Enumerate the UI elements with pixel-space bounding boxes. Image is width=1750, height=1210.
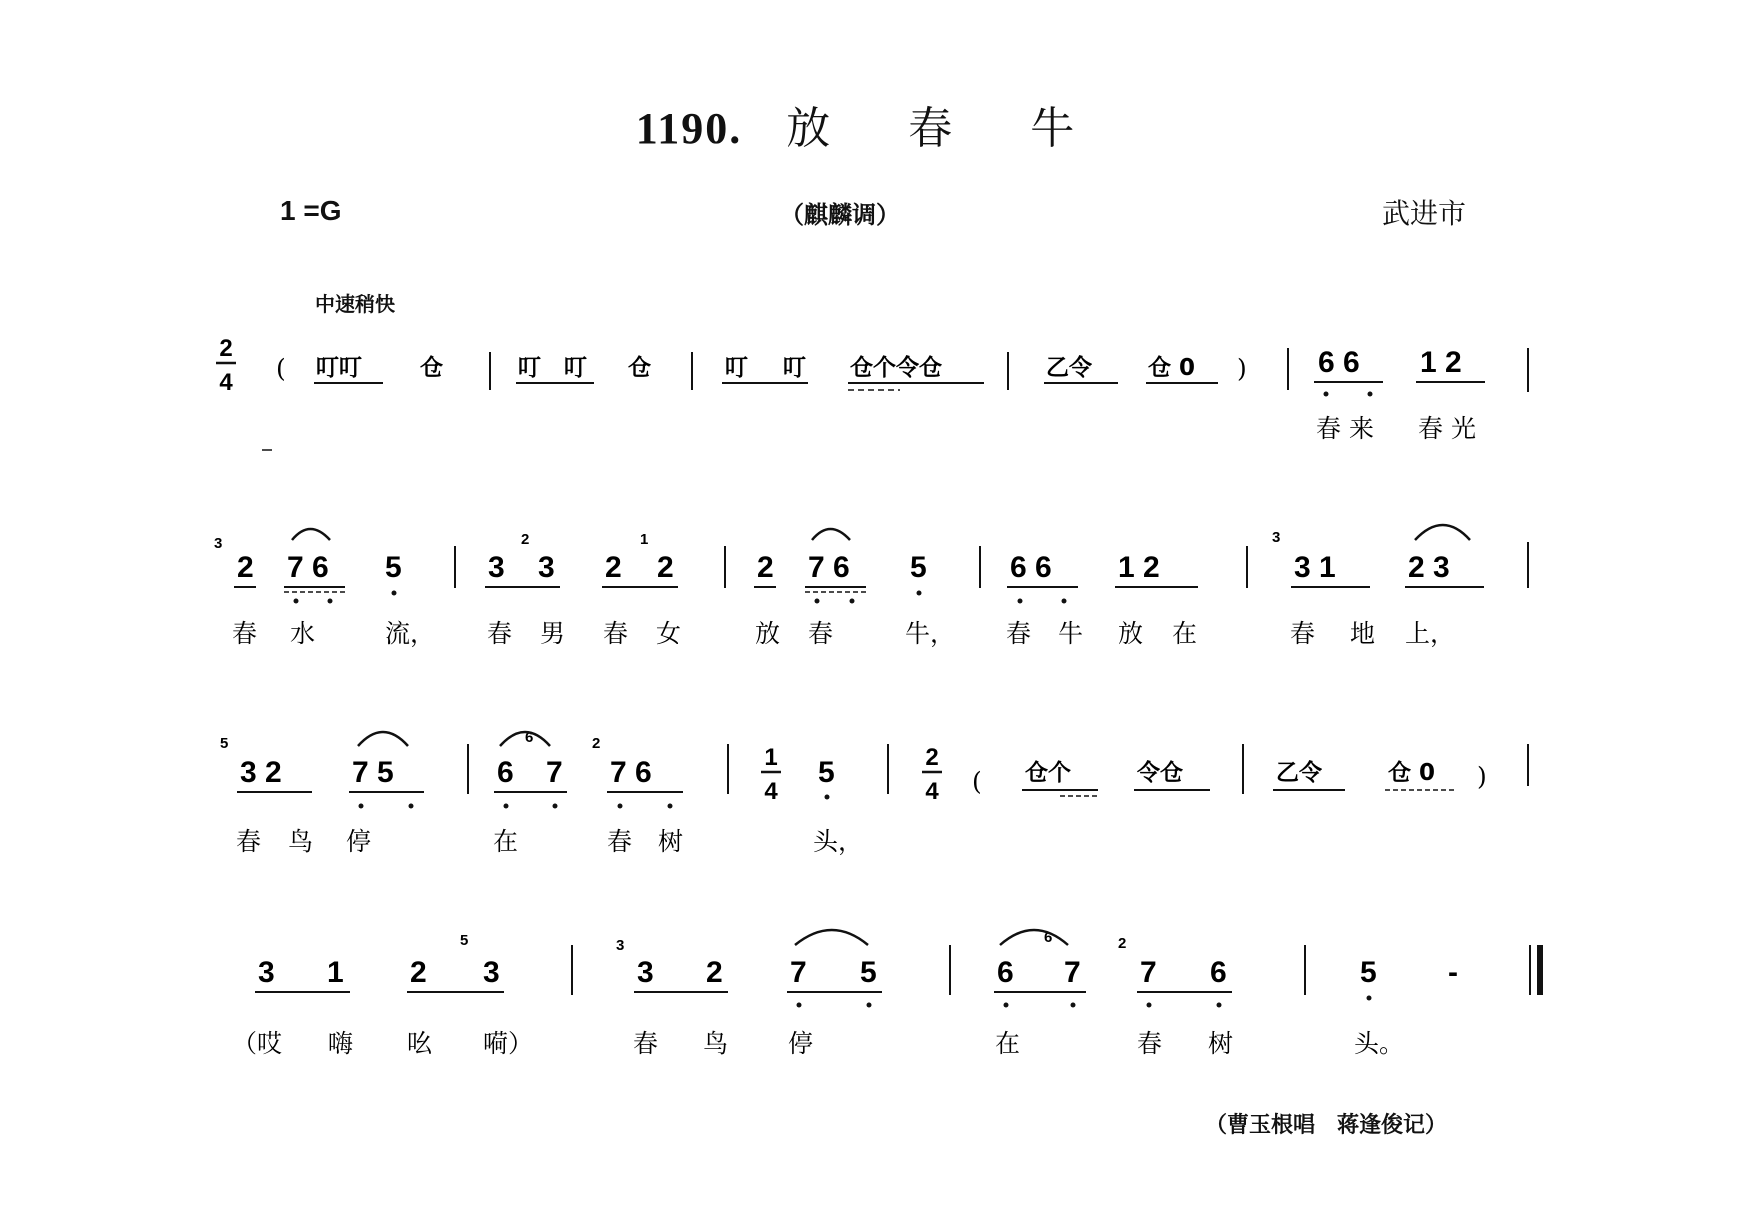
lyric: 树: [1208, 1029, 1234, 1058]
melody-note: 2 3: [1408, 551, 1450, 584]
tempo-marking: 中速稍快: [315, 292, 395, 316]
lyric: 头。: [1354, 1029, 1405, 1058]
octave-dot-low: [867, 1003, 872, 1008]
grace-note: 2: [1118, 935, 1127, 952]
lyric: 嗬）: [483, 1029, 534, 1058]
perc-syllable: 令仓: [1137, 760, 1183, 786]
melody-note: 3: [637, 956, 654, 989]
lyric: （哎: [232, 1029, 283, 1058]
melody-note: 1 2: [1118, 551, 1160, 584]
lyric: 头，: [813, 827, 864, 856]
grace-note: 3: [616, 937, 625, 954]
melody-note: 5: [860, 956, 877, 989]
melody-note: 6: [1210, 956, 1227, 989]
lyric: 春: [633, 1029, 659, 1058]
grace-note: 1: [640, 531, 649, 548]
octave-dot-low: [917, 591, 922, 596]
octave-dot-low: [1368, 392, 1373, 397]
octave-dot-low: [294, 599, 299, 604]
perc-syllable: 叮: [518, 355, 541, 381]
melody-note: 6 6: [1010, 551, 1052, 584]
slur-arc: [1000, 930, 1068, 945]
score-line-2: [214, 525, 1528, 648]
octave-dot-low: [553, 804, 558, 809]
melody-note: 7 6: [808, 551, 850, 584]
melody-note: 7 5: [352, 756, 394, 789]
lyric: 停: [346, 827, 372, 856]
perc-syllable: 仓 0: [1148, 355, 1196, 381]
lyric: 地: [1350, 619, 1376, 648]
grace-note: 3: [1272, 529, 1281, 546]
perc-syllable: 仓个令仓: [850, 355, 942, 381]
performer-credit: （曹玉根唱 蒋逢俊记）: [1205, 1112, 1448, 1138]
grace-note: 2: [521, 531, 530, 548]
sustain-dash: -: [1448, 956, 1458, 989]
lyric: 春: [1006, 619, 1032, 648]
octave-dot-low: [618, 804, 623, 809]
repeat-open-paren: (: [972, 767, 982, 796]
perc-syllable: 叮: [725, 355, 748, 381]
perc-syllable: 仓 0: [1388, 760, 1436, 786]
melody-note: 6: [497, 756, 514, 789]
slur-arc: [292, 529, 330, 540]
perc-syllable: 叮: [564, 355, 587, 381]
lyric: 春: [607, 827, 633, 856]
octave-dot-low: [1062, 599, 1067, 604]
lyric: 春: [1137, 1029, 1163, 1058]
octave-dot-low: [1367, 996, 1372, 1001]
melody-note: 7 6: [610, 756, 652, 789]
melody-note: 5: [385, 551, 402, 584]
melody-note: 7: [546, 756, 563, 789]
region-label: 武进市: [1382, 197, 1467, 230]
octave-dot-low: [668, 804, 673, 809]
lyric: 放: [755, 619, 781, 648]
slur-arc: [358, 732, 408, 746]
grace-note: 3: [214, 535, 223, 552]
melody-note: 3 2: [240, 756, 282, 789]
melody-note: 2: [757, 551, 774, 584]
melody-note: 1: [327, 956, 344, 989]
song-number: 1190.: [635, 104, 743, 153]
melody-note: 3: [488, 551, 505, 584]
lyric: 春来: [1316, 414, 1383, 443]
melody-note: 2: [706, 956, 723, 989]
score-line-1: [216, 335, 1528, 450]
grace-note: 5: [460, 932, 469, 949]
melody-note: 3: [258, 956, 275, 989]
score-line-4: [232, 929, 1540, 1058]
octave-dot-low: [328, 599, 333, 604]
lyric: 流，: [385, 619, 436, 648]
perc-syllable: 乙令: [1046, 355, 1092, 381]
time-sig-top: 2: [925, 744, 939, 771]
octave-dot-low: [504, 804, 509, 809]
melody-note: 7: [1064, 956, 1081, 989]
time-sig-top: 1: [764, 744, 778, 771]
melody-note: 5: [910, 551, 927, 584]
melody-note: 1 2: [1420, 346, 1462, 379]
lyric: 牛，: [905, 619, 956, 648]
lyric: 树: [658, 827, 684, 856]
melody-note: 6: [997, 956, 1014, 989]
slur-arc: [812, 529, 850, 540]
melody-note: 7 6: [287, 551, 329, 584]
repeat-open-paren: (: [276, 354, 286, 383]
octave-dot-low: [359, 804, 364, 809]
melody-note: 3: [538, 551, 555, 584]
lyric: 牛: [1058, 619, 1084, 648]
lyric: 春: [603, 619, 629, 648]
octave-dot-low: [409, 804, 414, 809]
melody-note: 3 1: [1294, 551, 1336, 584]
lyric: 停: [788, 1029, 814, 1058]
lyric: 春: [232, 619, 258, 648]
perc-syllable: 仓: [628, 355, 651, 381]
repeat-close-paren: ): [1477, 762, 1487, 791]
perc-syllable: 乙令: [1276, 760, 1322, 786]
octave-dot-low: [1217, 1003, 1222, 1008]
lyric: 在: [1172, 619, 1198, 648]
grace-note: 6: [525, 729, 534, 746]
time-sig-bottom: 4: [764, 778, 778, 805]
melody-note: 6 6: [1318, 346, 1360, 379]
melody-note: 7: [790, 956, 807, 989]
time-sig-bottom: 4: [219, 369, 233, 396]
lyric: 嗨: [328, 1029, 354, 1058]
perc-syllable: 叮叮: [316, 355, 362, 381]
lyric: 春: [236, 827, 262, 856]
melody-note: 2: [410, 956, 427, 989]
title-char: 牛: [1030, 103, 1077, 154]
perc-syllable: 仓个: [1025, 760, 1071, 786]
lyric: 吆: [407, 1029, 433, 1058]
lyric: 放: [1118, 619, 1144, 648]
melody-note: 3: [483, 956, 500, 989]
lyric: 春: [487, 619, 513, 648]
melody-note: 5: [1360, 956, 1377, 989]
grace-note: 6: [1044, 929, 1053, 946]
slur-arc: [795, 930, 868, 945]
title-char: 放: [786, 103, 833, 154]
octave-dot-low: [392, 591, 397, 596]
grace-note: 2: [592, 735, 601, 752]
perc-syllable: 仓: [420, 355, 443, 381]
melody-note: 7: [1140, 956, 1157, 989]
lyric: 上，: [1405, 619, 1456, 648]
slur-arc: [1415, 525, 1470, 540]
lyric: 女: [656, 619, 682, 648]
tune-name: （麒麟调）: [780, 200, 900, 229]
octave-dot-low: [1004, 1003, 1009, 1008]
melody-note: 2: [605, 551, 622, 584]
octave-dot-low: [850, 599, 855, 604]
octave-dot-low: [1324, 392, 1329, 397]
time-sig-bottom: 4: [925, 778, 939, 805]
repeat-close-paren: ): [1237, 354, 1247, 383]
lyric: 春光: [1418, 414, 1485, 443]
octave-dot-low: [815, 599, 820, 604]
octave-dot-low: [1147, 1003, 1152, 1008]
lyric: 鸟: [703, 1029, 729, 1058]
score-line-3: [220, 729, 1528, 856]
lyric: 鸟: [288, 827, 314, 856]
lyric: 在: [995, 1029, 1021, 1058]
title-char: 春: [908, 103, 955, 154]
lyric: 水: [290, 619, 316, 648]
lyric: 春: [1290, 619, 1316, 648]
perc-syllable: 叮: [783, 355, 806, 381]
octave-dot-low: [825, 795, 830, 800]
melody-note: 2: [237, 551, 254, 584]
time-sig-top: 2: [219, 335, 233, 362]
melody-note: 2: [657, 551, 674, 584]
octave-dot-low: [797, 1003, 802, 1008]
octave-dot-low: [1071, 1003, 1076, 1008]
lyric: 在: [493, 827, 519, 856]
lyric: 春: [808, 619, 834, 648]
key-signature: 1 =G: [280, 195, 342, 226]
grace-note: 5: [220, 735, 229, 752]
melody-note: 5: [818, 756, 835, 789]
lyric: 男: [540, 619, 566, 648]
octave-dot-low: [1018, 599, 1023, 604]
